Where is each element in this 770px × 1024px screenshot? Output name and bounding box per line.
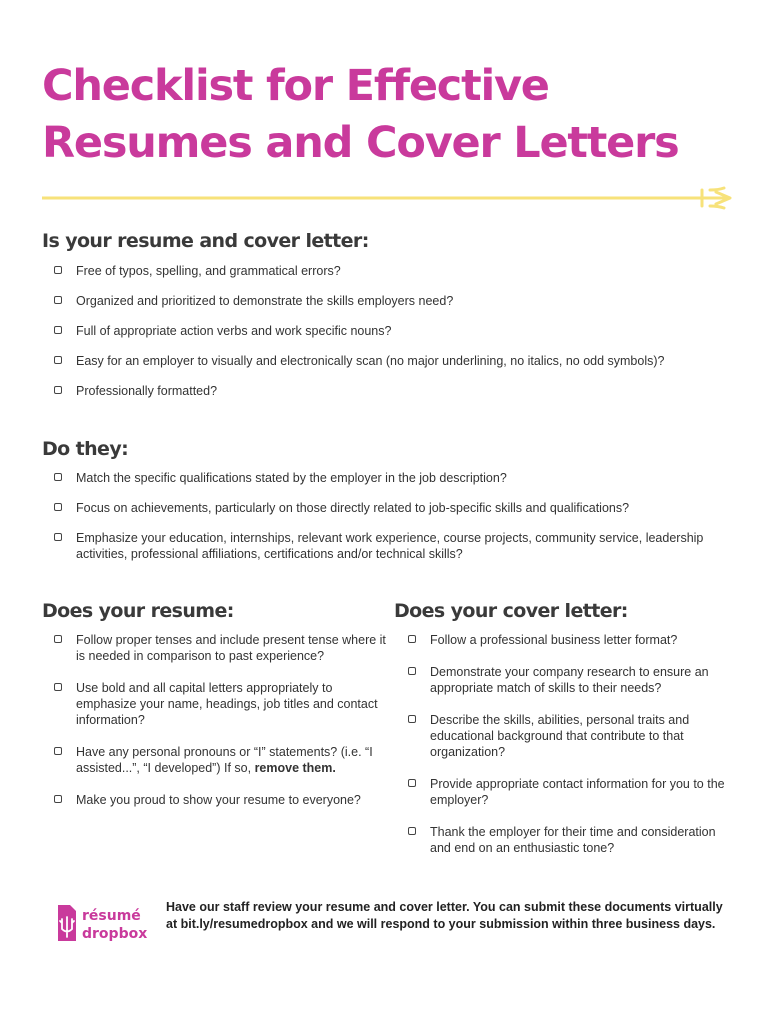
checkbox-icon[interactable] bbox=[54, 356, 62, 364]
section-heading-do-they: Do they: bbox=[42, 438, 129, 460]
section-heading-resume: Does your resume: bbox=[42, 600, 234, 622]
checklist-item[interactable] bbox=[396, 776, 736, 808]
checklist-item-text: Use bold and all capital letters appropriately to emphasize your name, headings, job titles and contact information? bbox=[76, 681, 378, 727]
checklist-item[interactable] bbox=[42, 353, 732, 369]
logo-line-1: résumé bbox=[82, 908, 141, 924]
checklist-item[interactable] bbox=[42, 500, 732, 516]
checklist-item[interactable] bbox=[42, 323, 732, 339]
checklist-item[interactable] bbox=[396, 824, 736, 856]
checklist-item-text: Thank the employer for their time and consideration and end on an enthusiastic tone? bbox=[430, 825, 716, 855]
checklist-cover-letter bbox=[396, 632, 736, 872]
checklist-item-text: Emphasize your education, internships, relevant work experience, course projects, community service, leadership activities, professional affiliations, certifications and/or technical skills? bbox=[76, 531, 704, 561]
checkbox-icon[interactable] bbox=[408, 827, 416, 835]
checklist-item[interactable] bbox=[42, 680, 387, 728]
checklist-item-text: Professionally formatted? bbox=[76, 384, 218, 398]
checklist-item[interactable] bbox=[396, 712, 736, 760]
checklist-item[interactable] bbox=[42, 263, 732, 279]
trident-rule bbox=[42, 186, 732, 210]
checklist-item-text: Provide appropriate contact information for you to the employer? bbox=[430, 777, 725, 807]
checklist-item[interactable] bbox=[42, 792, 387, 808]
checkbox-icon[interactable] bbox=[54, 386, 62, 394]
checklist-item[interactable] bbox=[42, 293, 732, 309]
checklist-item-text: Focus on achievements, particularly on those directly related to job-specific skills and qualifications? bbox=[76, 501, 630, 515]
page-title bbox=[42, 58, 679, 172]
checkbox-icon[interactable] bbox=[54, 683, 62, 691]
checklist-item[interactable] bbox=[42, 744, 387, 776]
footer-message: Have our staff review your resume and cover letter. You can submit these documents virtually at bit.ly/resumedropbox and we will respond to your submission within three business days. bbox=[166, 900, 723, 931]
checklist-item-text: Match the specific qualifications stated by the employer in the job description? bbox=[76, 471, 507, 485]
checkbox-icon[interactable] bbox=[54, 747, 62, 755]
logo-line-2: dropbox bbox=[82, 926, 148, 942]
checklist-resume bbox=[42, 632, 387, 824]
checklist-item[interactable] bbox=[42, 470, 732, 486]
section-heading-resume-and-cover: Is your resume and cover letter: bbox=[42, 230, 369, 252]
checkbox-icon[interactable] bbox=[408, 635, 416, 643]
checklist-item-text: Easy for an employer to visually and electronically scan (no major underlining, no italics, no odd symbols)? bbox=[76, 354, 665, 368]
section-heading-cover-letter: Does your cover letter: bbox=[394, 600, 628, 622]
checkbox-icon[interactable] bbox=[54, 266, 62, 274]
checkbox-icon[interactable] bbox=[408, 667, 416, 675]
checklist-item-text: Make you proud to show your resume to everyone? bbox=[76, 793, 361, 807]
checklist-do-they bbox=[42, 470, 732, 576]
checklist-item-text: Free of typos, spelling, and grammatical errors? bbox=[76, 264, 341, 278]
checkbox-icon[interactable] bbox=[54, 795, 62, 803]
checkbox-icon[interactable] bbox=[54, 503, 62, 511]
checklist-resume-and-cover bbox=[42, 263, 732, 413]
checkbox-icon[interactable] bbox=[54, 296, 62, 304]
remove-them-emphasis: remove them. bbox=[254, 761, 336, 775]
checklist-item-text: Full of appropriate action verbs and work specific nouns? bbox=[76, 324, 392, 338]
resume-dropbox-logo bbox=[56, 903, 156, 943]
checkbox-icon[interactable] bbox=[408, 715, 416, 723]
checklist-item[interactable] bbox=[42, 632, 387, 664]
checklist-item-text: Follow proper tenses and include present tense where it is needed in comparison to past experience? bbox=[76, 633, 386, 663]
checklist-item-text: Follow a professional business letter format? bbox=[430, 633, 678, 647]
checkbox-icon[interactable] bbox=[54, 635, 62, 643]
checkbox-icon[interactable] bbox=[54, 473, 62, 481]
checklist-item[interactable] bbox=[396, 664, 736, 696]
checklist-item-text: Organized and prioritized to demonstrate the skills employers need? bbox=[76, 294, 454, 308]
checklist-item-text: Demonstrate your company research to ensure an appropriate match of skills to their needs? bbox=[430, 665, 709, 695]
checkbox-icon[interactable] bbox=[54, 533, 62, 541]
checklist-item[interactable] bbox=[42, 383, 732, 399]
checkbox-icon[interactable] bbox=[408, 779, 416, 787]
checklist-item-text: Describe the skills, abilities, personal traits and educational background that contribute to that organization? bbox=[430, 713, 690, 759]
title-line-1: Checklist for Effective bbox=[42, 61, 549, 111]
checklist-item[interactable] bbox=[396, 632, 736, 648]
checkbox-icon[interactable] bbox=[54, 326, 62, 334]
checklist-item[interactable] bbox=[42, 530, 732, 562]
title-line-2: Resumes and Cover Letters bbox=[42, 118, 679, 168]
checklist-item-text: Have any personal pronouns or “I” statements? (i.e. “I assisted...”, “I developed”) If so, bbox=[76, 745, 373, 775]
